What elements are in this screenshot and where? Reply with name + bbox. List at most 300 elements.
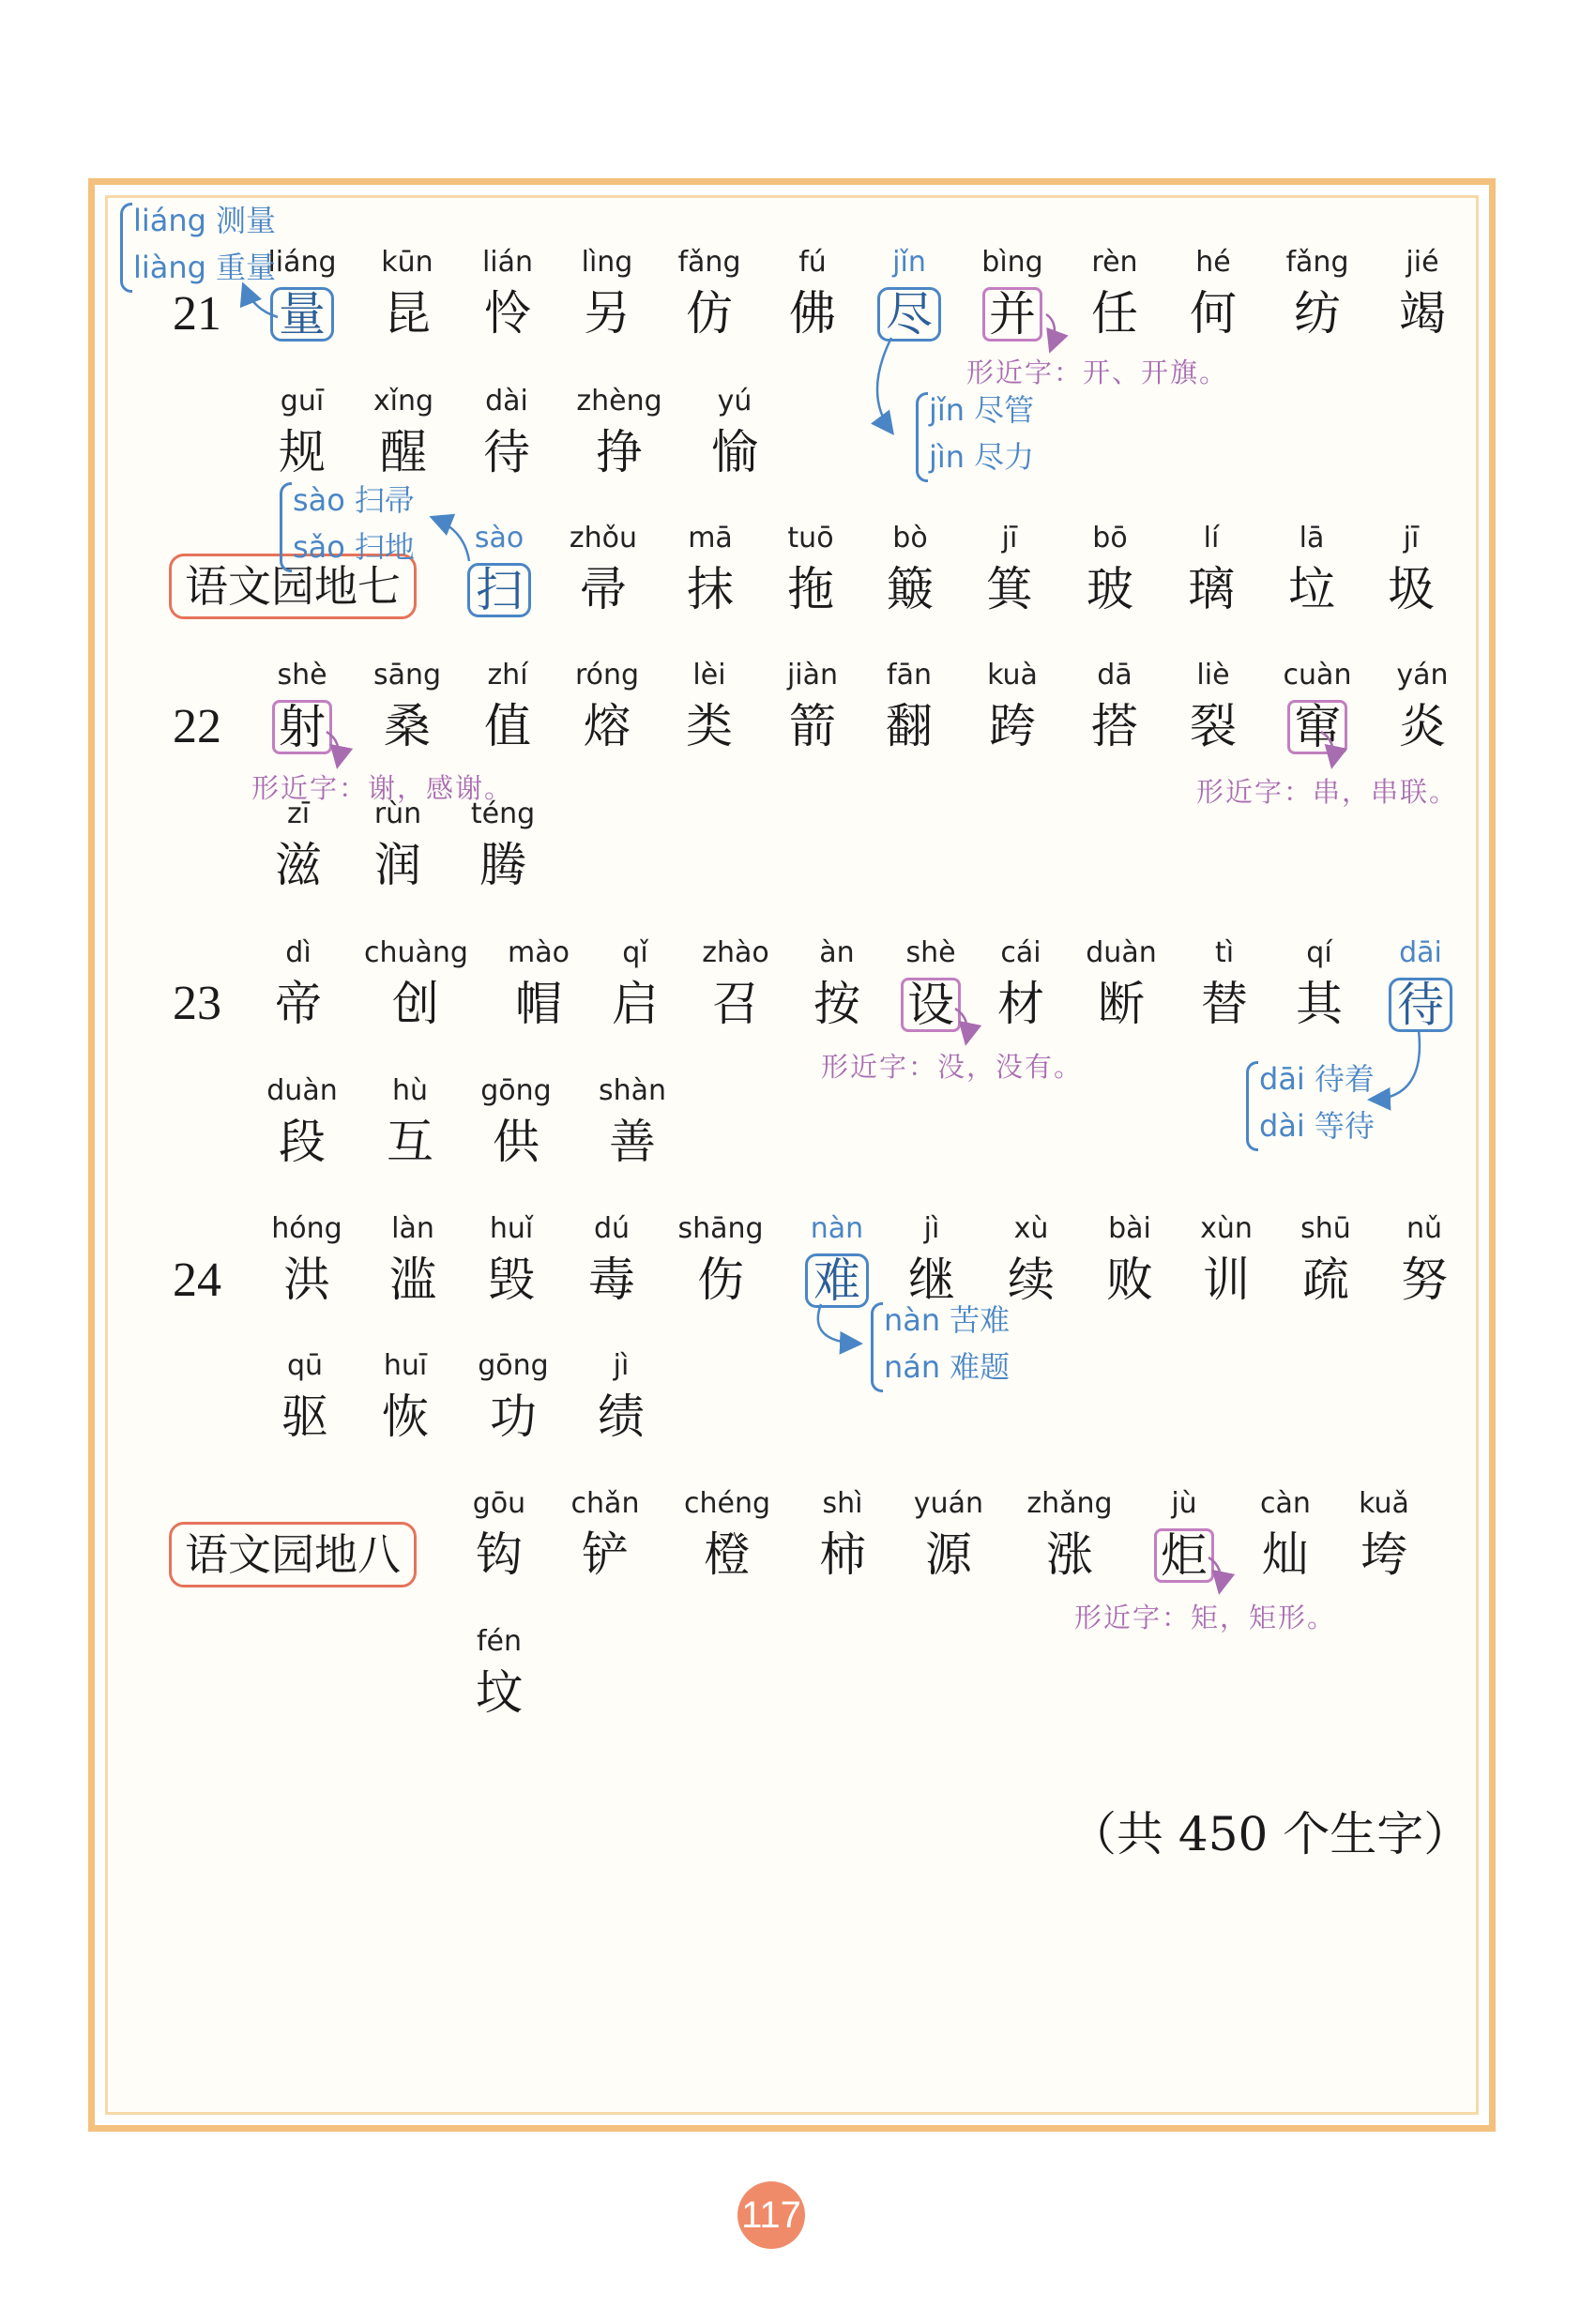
character-cell [859,522,962,625]
character-cell [1369,936,1472,1040]
character-cell [448,1487,551,1590]
polyphone-pinyin: dāi [1259,1061,1305,1097]
pinyin: hù [391,1074,429,1107]
hanzi-text: 坟 [476,1665,523,1720]
pinyin: jié [1406,246,1439,279]
hanzi [858,287,961,342]
polyphone-word: 难题 [950,1349,1011,1385]
page-number: 117 [737,2181,805,2249]
polyphone-note [133,197,276,244]
hanzi-text: 翻 [886,699,933,753]
character-cell [791,1487,894,1590]
lesson-number: 24 [173,1253,221,1307]
hanzi-text: 怜 [484,286,531,341]
hanzi-text: 簸 [887,562,934,616]
hanzi [1266,287,1369,340]
pinyin: lián [481,246,534,279]
character-cell [1175,1212,1278,1315]
hanzi [1371,700,1474,752]
hanzi-text: 桑 [384,699,431,753]
hanzi-text: 待 [483,425,530,479]
hanzi-text: 规 [279,425,326,479]
pinyin: tuō [787,522,834,554]
pinyin: làn [391,1212,434,1245]
hanzi [759,563,862,615]
pinyin: gōng [480,1074,552,1107]
similar-character-note: 形近字：矩，矩形。 [1074,1602,1337,1633]
hanzi-text: 毒 [588,1253,635,1307]
hanzi [961,287,1064,342]
hanzi-text: 裂 [1190,699,1237,753]
annotation-brace [280,482,292,572]
polyphone-note [929,433,1034,480]
pinyin: mā [688,522,733,554]
pinyin: duàn [266,1074,338,1107]
hanzi [761,287,864,340]
hanzi [969,978,1072,1030]
hanzi [1175,1253,1278,1306]
pinyin: xǐng [372,385,434,418]
character-cell [570,1349,673,1452]
hanzi [1162,287,1265,340]
hanzi [584,978,687,1030]
hanzi [364,978,467,1030]
pinyin: fǎng [1285,246,1349,279]
hanzi-text: 熔 [584,699,631,753]
character-cell [1371,246,1474,349]
hanzi [658,700,761,752]
pinyin: fǎng [677,246,741,279]
character-cell [759,522,862,625]
pinyin: bìng [981,246,1043,279]
character-cell [1162,659,1265,762]
hanzi-text: 钩 [476,1527,523,1582]
hanzi [1063,287,1166,340]
hanzi-text: 任 [1091,286,1138,341]
hanzi [251,287,354,342]
pinyin: mào [508,936,570,969]
annotation-brace [120,203,132,293]
character-cell [879,936,982,1040]
character-cell [1018,1487,1121,1590]
hanzi-text: 败 [1106,1253,1153,1307]
pinyin: liáng [267,246,337,279]
polyphone-pinyin: dài [1259,1108,1305,1144]
character-cell [658,246,761,349]
character-cell [456,659,559,762]
pinyin: róng [574,659,640,691]
character-cell [961,246,1064,349]
character-cell [1070,936,1173,1040]
hanzi-text: 类 [686,699,733,753]
hanzi-text: 窜 [1287,700,1347,754]
pinyin: fú [798,246,827,279]
hanzi-text: 源 [925,1527,972,1582]
hanzi [858,700,961,752]
pinyin: kuǎ [1359,1487,1409,1520]
hanzi-text: 璃 [1188,562,1235,616]
pinyin: zhí [487,659,528,691]
character-cell [247,936,350,1040]
hanzi-text: 召 [712,977,759,1031]
hanzi-text: 训 [1203,1253,1250,1307]
pinyin: zhǎng [1026,1487,1113,1520]
hanzi [251,700,354,754]
pinyin: dú [593,1212,631,1245]
pinyin: chǎn [570,1487,640,1520]
pinyin: lìng [581,246,633,279]
section-label: 语文园地八 [169,1522,417,1587]
polyphone-pinyin: liáng [133,203,206,238]
hanzi [879,978,982,1032]
hanzi-text: 昆 [384,286,431,341]
character-cell [1360,522,1463,625]
hanzi-text: 滥 [389,1253,436,1307]
polyphone-word: 尽管 [974,392,1035,428]
hanzi-text: 醒 [380,425,427,479]
pinyin: huī [383,1349,428,1382]
pinyin: shū [1300,1212,1351,1245]
character-cell [356,659,459,762]
character-cell [1266,659,1369,762]
character-cell [761,246,864,349]
polyphone-word: 苦难 [950,1302,1011,1338]
hanzi-text: 垮 [1360,1527,1407,1582]
hanzi [456,287,559,340]
pinyin: zhèng [576,385,662,418]
hanzi-text: 拖 [787,562,834,616]
hanzi-text: 洪 [283,1253,330,1307]
hanzi-text: 竭 [1399,286,1446,341]
hanzi [448,1666,551,1719]
character-cell [253,1349,357,1452]
pinyin: rùn [373,797,422,830]
hanzi-text: 扫 [467,563,531,617]
pinyin: yuán [913,1487,984,1520]
hanzi-text: 替 [1201,977,1248,1031]
polyphone-note [293,524,415,570]
polyphone-note [293,477,415,524]
hanzi [1371,287,1474,340]
pinyin: hé [1195,246,1231,279]
hanzi [785,1253,889,1308]
hanzi [1274,1253,1377,1306]
character-cell [1260,522,1363,625]
character-cell [1162,246,1265,349]
pinyin: lèi [692,659,726,691]
hanzi [1373,1253,1476,1306]
hanzi-text: 圾 [1388,562,1435,616]
polyphone-note [133,244,276,291]
polyphone-pinyin: sǎo [293,529,345,565]
hanzi-text: 努 [1401,1253,1448,1307]
pinyin: fān [887,659,932,691]
similar-character-note: 形近字：开、开旗。 [966,357,1229,388]
hanzi-text: 何 [1190,286,1237,341]
pinyin: zhào [702,936,769,969]
hanzi-text: 炬 [1154,1528,1214,1583]
character-cell [785,936,889,1040]
pinyin: jù [1171,1487,1197,1520]
hanzi [676,1528,779,1581]
character-cell [581,1074,684,1177]
character-cell [462,1349,565,1452]
hanzi [552,563,655,615]
section-label: 语文园地七 [169,554,417,619]
pinyin: fén [476,1625,523,1658]
hanzi [1234,1528,1337,1581]
hanzi-text: 并 [982,287,1042,342]
character-cell [1058,522,1162,625]
hanzi [358,1116,462,1168]
hanzi-text: 设 [901,978,961,1032]
pinyin: shāng [677,1212,764,1245]
hanzi [961,700,1064,752]
hanzi [570,1390,673,1443]
hanzi [464,1116,568,1168]
character-cell [1234,1487,1337,1590]
character-cell [552,522,655,625]
character-cell [247,797,350,901]
hanzi [554,1528,657,1581]
hanzi-text: 断 [1098,977,1145,1031]
pinyin: zhǒu [569,522,638,554]
character-cell [1063,659,1166,762]
character-cell [676,1487,779,1590]
hanzi-text: 滋 [275,838,322,892]
hanzi [761,700,864,752]
character-cell [364,936,467,1040]
hanzi [568,426,671,478]
character-cell [448,1625,551,1728]
character-cell [1132,1487,1236,1590]
hanzi-text: 伤 [697,1253,744,1307]
character-cell [969,936,1072,1040]
hanzi [1018,1528,1121,1581]
hanzi-text: 启 [612,977,659,1031]
hanzi-text: 挣 [596,425,643,479]
pinyin: duàn [1086,936,1157,969]
polyphone-pinyin: jǐn [929,392,965,428]
pinyin: kuà [987,659,1038,691]
annotation-brace [1246,1061,1258,1151]
hanzi [1063,700,1166,752]
hanzi [1268,978,1371,1030]
character-cell [1078,1212,1181,1315]
hanzi [1260,563,1363,615]
character-cell [346,797,449,901]
hanzi-text: 玻 [1087,562,1133,616]
hanzi-text: 柿 [819,1527,866,1582]
hanzi [555,700,659,752]
hanzi [253,1390,357,1443]
polyphone-word: 扫帚 [354,482,415,518]
character-cell [584,936,687,1040]
pinyin: sào [474,522,524,554]
polyphone-word: 重量 [215,250,276,285]
character-cell [1173,936,1276,1040]
character-cell [858,246,961,349]
polyphone-pinyin: sào [293,482,345,518]
character-cell [251,385,354,488]
hanzi-text: 待 [1389,978,1452,1032]
hanzi [1369,978,1472,1032]
polyphone-pinyin: jìn [929,439,965,475]
character-cell [456,246,559,349]
character-cell [1371,659,1474,762]
pinyin: sāng [372,659,442,691]
hanzi [1266,700,1369,754]
hanzi [1160,563,1263,615]
hanzi [1132,1528,1236,1583]
pinyin: shàn [598,1074,667,1107]
hanzi [251,426,354,478]
hanzi [659,563,762,615]
hanzi [555,287,659,340]
character-cell [958,522,1061,625]
hanzi-text: 创 [392,977,439,1031]
hanzi [560,1253,663,1306]
hanzi-text: 炎 [1399,699,1446,753]
pinyin: nǔ [1406,1212,1443,1245]
hanzi [958,563,1061,615]
pinyin: jī [1001,522,1018,554]
hanzi [683,426,786,478]
hanzi [1332,1528,1436,1581]
character-cell [683,385,786,488]
pinyin: bò [892,522,928,554]
polyphone-word: 等待 [1314,1108,1375,1144]
pinyin: chéng [683,1487,771,1520]
pinyin: huǐ [489,1212,534,1245]
pinyin: lā [1299,522,1325,554]
pinyin: dā [1097,659,1132,691]
pinyin: càn [1260,1487,1311,1520]
hanzi [451,839,555,891]
hanzi-text: 跨 [989,699,1036,753]
pinyin: tì [1214,936,1235,969]
pinyin: cuàn [1283,659,1352,691]
hanzi [1360,563,1463,615]
pinyin: qū [286,1349,324,1382]
hanzi [448,563,551,617]
hanzi-text: 其 [1296,977,1343,1031]
character-cell [1274,1212,1377,1315]
pinyin: àn [819,936,855,969]
character-cell [487,936,590,1040]
character-cell [352,385,455,488]
hanzi-text: 另 [584,286,631,341]
hanzi-text: 恢 [382,1390,429,1444]
hanzi [247,839,350,891]
hanzi [448,1528,551,1581]
character-cell [658,659,761,762]
pinyin: rèn [1091,246,1138,279]
hanzi-text: 射 [272,700,332,754]
lesson-number: 22 [173,700,221,753]
character-cell [1160,522,1263,625]
pinyin: jì [923,1212,940,1245]
hanzi [247,978,350,1030]
character-cell [568,385,671,488]
hanzi-text: 帽 [515,977,562,1031]
total-note: （共 450 个生字） [1070,1807,1471,1861]
annotation-brace [916,392,928,482]
character-cell [451,797,555,901]
character-cell [464,1074,568,1177]
character-cell [961,659,1064,762]
character-cell [251,659,354,762]
hanzi [255,1253,358,1306]
hanzi-text: 善 [609,1115,656,1169]
similar-character-note: 形近字：没，没有。 [821,1051,1084,1083]
pinyin: lí [1203,522,1220,554]
hanzi-text: 供 [493,1115,540,1169]
polyphone-note [1259,1056,1375,1102]
hanzi-text: 互 [387,1115,433,1169]
hanzi [354,1390,457,1443]
hanzi-text: 涨 [1046,1527,1093,1582]
character-cell [684,936,787,1040]
hanzi-text: 疏 [1302,1253,1349,1307]
pinyin: zī [286,797,311,830]
hanzi-text: 愉 [711,425,758,479]
character-cell [358,1074,462,1177]
pinyin: gōng [478,1349,549,1382]
hanzi-text: 驱 [281,1390,328,1444]
pinyin: shì [822,1487,863,1520]
similar-character-note: 形近字：串，串联。 [1196,776,1459,808]
hanzi-text: 量 [270,287,334,342]
hanzi-text: 值 [484,699,531,753]
pinyin: qǐ [622,936,648,969]
hanzi [352,426,455,478]
polyphone-word: 尽力 [974,439,1035,475]
pinyin: bài [1108,1212,1151,1245]
polyphone-word: 测量 [215,203,276,238]
hanzi-text: 帝 [275,977,322,1031]
hanzi-text: 箭 [789,699,836,753]
pinyin: qí [1306,936,1332,969]
hanzi [456,700,559,752]
hanzi-text: 续 [1008,1253,1055,1307]
hanzi-text: 材 [997,977,1044,1031]
polyphone-note [1259,1102,1375,1149]
pinyin: kūn [381,246,433,279]
pinyin: shè [905,936,956,969]
character-cell [560,1212,663,1315]
hanzi [581,1116,684,1168]
pinyin: dài [485,385,528,418]
hanzi-text: 帚 [580,562,627,616]
hanzi [1162,700,1265,752]
hanzi [251,1116,354,1168]
hanzi [1078,1253,1181,1306]
hanzi [1070,978,1173,1030]
character-cell [669,1212,772,1315]
character-cell [761,659,864,762]
hanzi-text: 抹 [687,562,734,616]
character-cell [1268,936,1371,1040]
hanzi-text: 润 [374,838,421,892]
pinyin: guī [280,385,325,418]
pinyin: téng [470,797,536,830]
character-cell [1373,1212,1476,1315]
character-cell [1332,1487,1436,1590]
hanzi [460,1253,563,1306]
hanzi [785,978,889,1030]
character-cell [659,522,762,625]
